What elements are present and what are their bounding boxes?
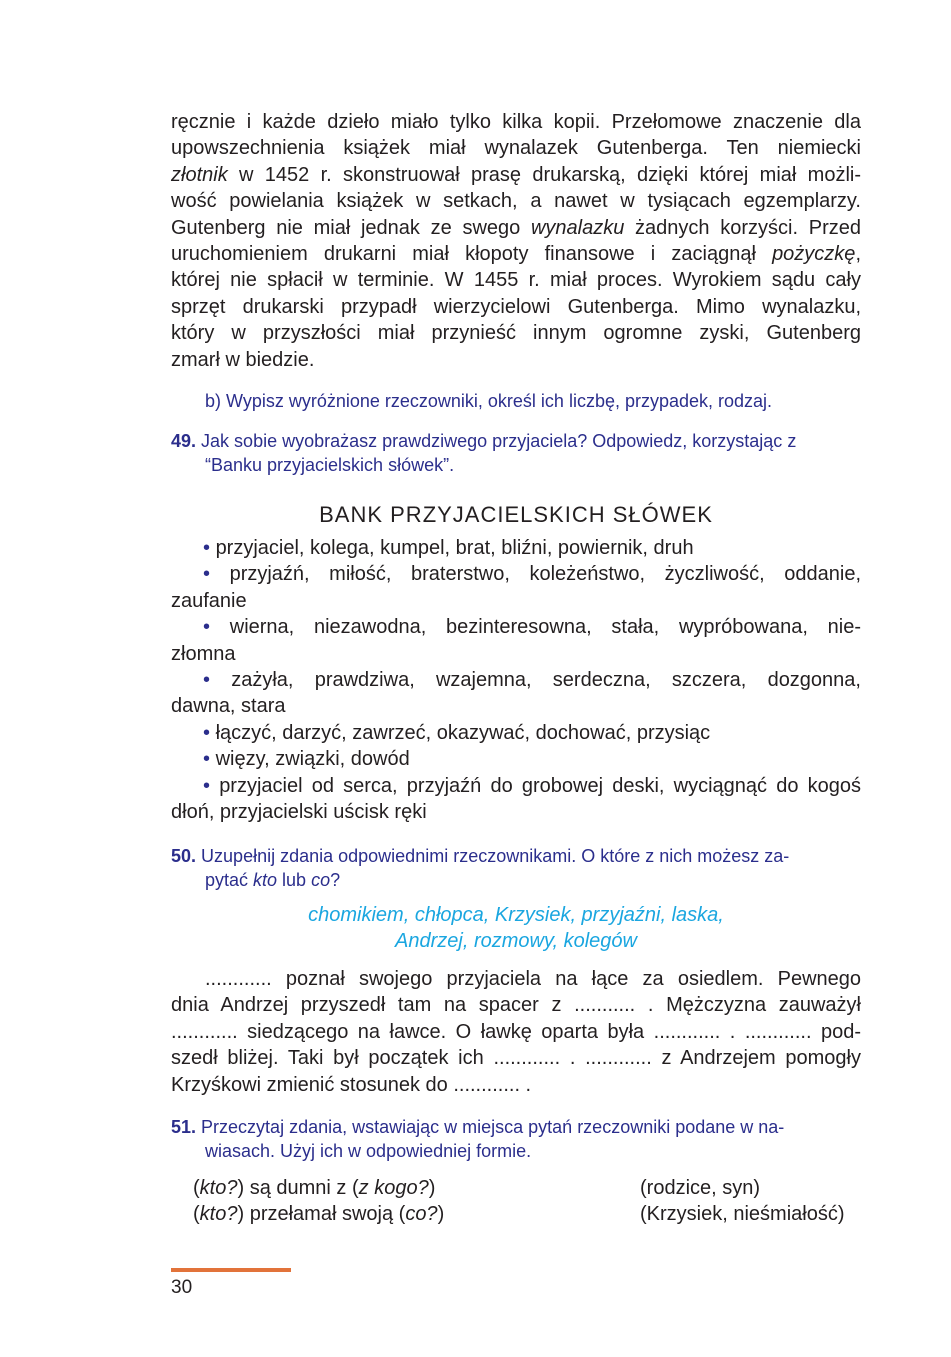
gutenberg-paragraph bbox=[171, 109, 861, 373]
bank-line bbox=[171, 746, 861, 772]
text-run: ( bbox=[193, 1177, 200, 1199]
word-list bbox=[171, 902, 861, 954]
bank-text: przyjaźń, miłość, braterstwo, koleżeństwo, życzliwość, oddanie, bbox=[229, 563, 861, 586]
emphasized-word: co? bbox=[405, 1203, 438, 1226]
bank-line bbox=[171, 588, 861, 614]
exercise-51-sentences bbox=[193, 1175, 444, 1228]
exercise-49 bbox=[171, 430, 861, 477]
bank-text: zażyła, prawdziwa, wzajemna, serdeczna, szczera, dozgonna, bbox=[231, 669, 861, 692]
fill-line: szedł bliżej. Taki był początek ich ............ . ............ z Andrzejem pomogły bbox=[171, 1047, 861, 1070]
exercise-number: 49. bbox=[171, 431, 197, 451]
bullet-icon: • bbox=[203, 721, 216, 744]
text-run: Gutenberg nie miał jednak ze swego bbox=[171, 216, 531, 239]
page-number: 30 bbox=[171, 1277, 193, 1298]
exercise-51 bbox=[171, 1116, 861, 1163]
text-line bbox=[171, 294, 861, 320]
exercise-49-line1: Jak sobie wyobrażasz prawdziwego przyjaciela? Odpowiedz, korzystając z bbox=[201, 431, 797, 451]
bullet-icon: • bbox=[203, 774, 220, 797]
exercise-50-line2: pytać kto lub co? bbox=[205, 869, 341, 890]
bank-text: wierna, niezawodna, bezinteresowna, stała, wypróbowana, nie- bbox=[229, 616, 861, 639]
text-line bbox=[171, 320, 861, 346]
fill-in-paragraph bbox=[171, 966, 861, 1098]
fill-line: dnia Andrzej przyszedł tam na spacer z ........... . Mężczyzna zauważył bbox=[171, 994, 861, 1017]
text-run: w 1452 r. skonstruował prasę drukarską, dzięki której miał możli- bbox=[227, 163, 861, 186]
text-line bbox=[171, 215, 861, 241]
text-run: który w przyszłości miał przynieść innym ogromne zyski, Gutenberg bbox=[171, 322, 861, 345]
bank-line bbox=[171, 535, 861, 561]
bullet-icon: • bbox=[203, 563, 230, 586]
bank-line bbox=[171, 641, 861, 667]
text-run: ) przełamał swoją ( bbox=[237, 1203, 406, 1226]
text-run: ) bbox=[428, 1177, 436, 1199]
word-list-line1: chomikiem, chłopca, Krzysiek, przyjaźni, laska, bbox=[308, 904, 724, 926]
exercise-number: 51. bbox=[171, 1117, 197, 1137]
text-run: , bbox=[855, 243, 861, 266]
text-run: żadnych korzyści. Przed bbox=[624, 216, 861, 239]
fill-line: ............ siedzącego na ławce. O ławkę oparta była ............ . ............ pod- bbox=[171, 1020, 861, 1043]
exercise-51-hints bbox=[640, 1175, 844, 1228]
emphasized-word: z kogo? bbox=[358, 1177, 429, 1199]
bullet-icon: • bbox=[203, 616, 230, 639]
exercise-50-line1: Uzupełnij zdania odpowiednimi rzeczownikami. O które z nich możesz za- bbox=[201, 846, 790, 866]
text-line bbox=[171, 109, 861, 135]
bank-text: łączyć, darzyć, zawrzeć, okazywać, dochować, przysiąc bbox=[215, 721, 711, 744]
emphasized-word: kto? bbox=[199, 1203, 238, 1226]
word-bank-list bbox=[171, 535, 861, 825]
exercise-50 bbox=[171, 845, 861, 892]
sentence-row bbox=[193, 1175, 444, 1201]
bank-text: złomna bbox=[171, 642, 236, 665]
text-line bbox=[171, 162, 861, 188]
text-run: której nie spłacił w terminie. W 1455 r. miał proces. Wyrokiem sądu cały bbox=[171, 269, 861, 292]
footer-rule bbox=[171, 1268, 291, 1272]
text-run: ręcznie i każde dzieło miało tylko kilka kopii. Przełomowe znaczenie dla bbox=[171, 111, 861, 133]
bullet-icon: • bbox=[203, 537, 216, 559]
text-run: uruchomieniem drukarni miał kłopoty finansowe i zaciągnął bbox=[171, 243, 773, 266]
text-line bbox=[171, 347, 861, 373]
fill-line: ............ poznał swojego przyjaciela na łące za osiedlem. Pewnego bbox=[205, 968, 861, 990]
bank-line bbox=[171, 799, 861, 825]
emphasized-word: złotnik bbox=[171, 163, 228, 186]
exercise-51-line1: Przeczytaj zdania, wstawiając w miejsca pytań rzeczowniki podane w na- bbox=[201, 1117, 785, 1137]
emphasized-word: wynalazku bbox=[530, 216, 625, 239]
bank-text: więzy, związki, dowód bbox=[215, 748, 410, 771]
text-run: ) bbox=[437, 1203, 445, 1226]
bank-line bbox=[171, 693, 861, 719]
sentence-row bbox=[193, 1201, 444, 1227]
task-b-instruction: b) Wypisz wyróżnione rzeczowniki, określ ich liczbę, przypadek, rodzaj. bbox=[205, 391, 773, 411]
bullet-icon: • bbox=[203, 669, 232, 692]
bank-line bbox=[171, 614, 861, 640]
emphasized-word: pożyczkę bbox=[772, 243, 856, 266]
emphasized-word: kto? bbox=[199, 1177, 238, 1199]
text-run: ( bbox=[193, 1203, 200, 1226]
bullet-icon: • bbox=[203, 748, 216, 771]
bank-line bbox=[171, 720, 861, 746]
text-run: sprzęt drukarski przypadł wierzycielowi Gutenberga. Mimo wynalazku, bbox=[171, 295, 861, 318]
text-line bbox=[171, 241, 861, 267]
exercise-number: 50. bbox=[171, 846, 197, 866]
exercise-49-line2: “Banku przyjacielskich słówek”. bbox=[205, 454, 455, 475]
bank-line bbox=[171, 773, 861, 799]
hint-row: (Krzysiek, nieśmiałość) bbox=[640, 1203, 845, 1226]
bank-text: dłoń, przyjacielski uścisk ręki bbox=[171, 801, 427, 824]
bank-line bbox=[171, 561, 861, 587]
fill-line: Krzyśkowi zmienić stosunek do ............ . bbox=[171, 1073, 532, 1096]
text-run: upowszechnienia książek miał wynalazek Gutenberga. Ten niemiecki bbox=[171, 137, 861, 160]
bank-line bbox=[171, 667, 861, 693]
bank-title: BANK PRZYJACIELSKICH SŁÓWEK bbox=[319, 502, 713, 527]
text-line bbox=[171, 135, 861, 161]
bank-text: zaufanie bbox=[171, 589, 247, 612]
bank-text: przyjaciel, kolega, kumpel, brat, bliźni, powiernik, druh bbox=[215, 537, 694, 559]
bank-text: dawna, stara bbox=[171, 695, 286, 718]
text-run: zmarł w biedzie. bbox=[171, 348, 315, 371]
text-line bbox=[171, 188, 861, 214]
exercise-51-line2: wiasach. Użyj ich w odpowiedniej formie. bbox=[205, 1140, 532, 1161]
text-run: ) są dumni z ( bbox=[237, 1177, 359, 1199]
hint-row: (rodzice, syn) bbox=[640, 1177, 761, 1199]
bank-text: przyjaciel od serca, przyjaźń do grobowej deski, wyciągnąć do kogoś bbox=[219, 774, 861, 797]
text-run: wość powielania książek w setkach, a nawet w tysiącach egzemplarzy. bbox=[171, 190, 861, 213]
word-list-line2: Andrzej, rozmowy, kolegów bbox=[395, 930, 637, 952]
text-line bbox=[171, 267, 861, 293]
